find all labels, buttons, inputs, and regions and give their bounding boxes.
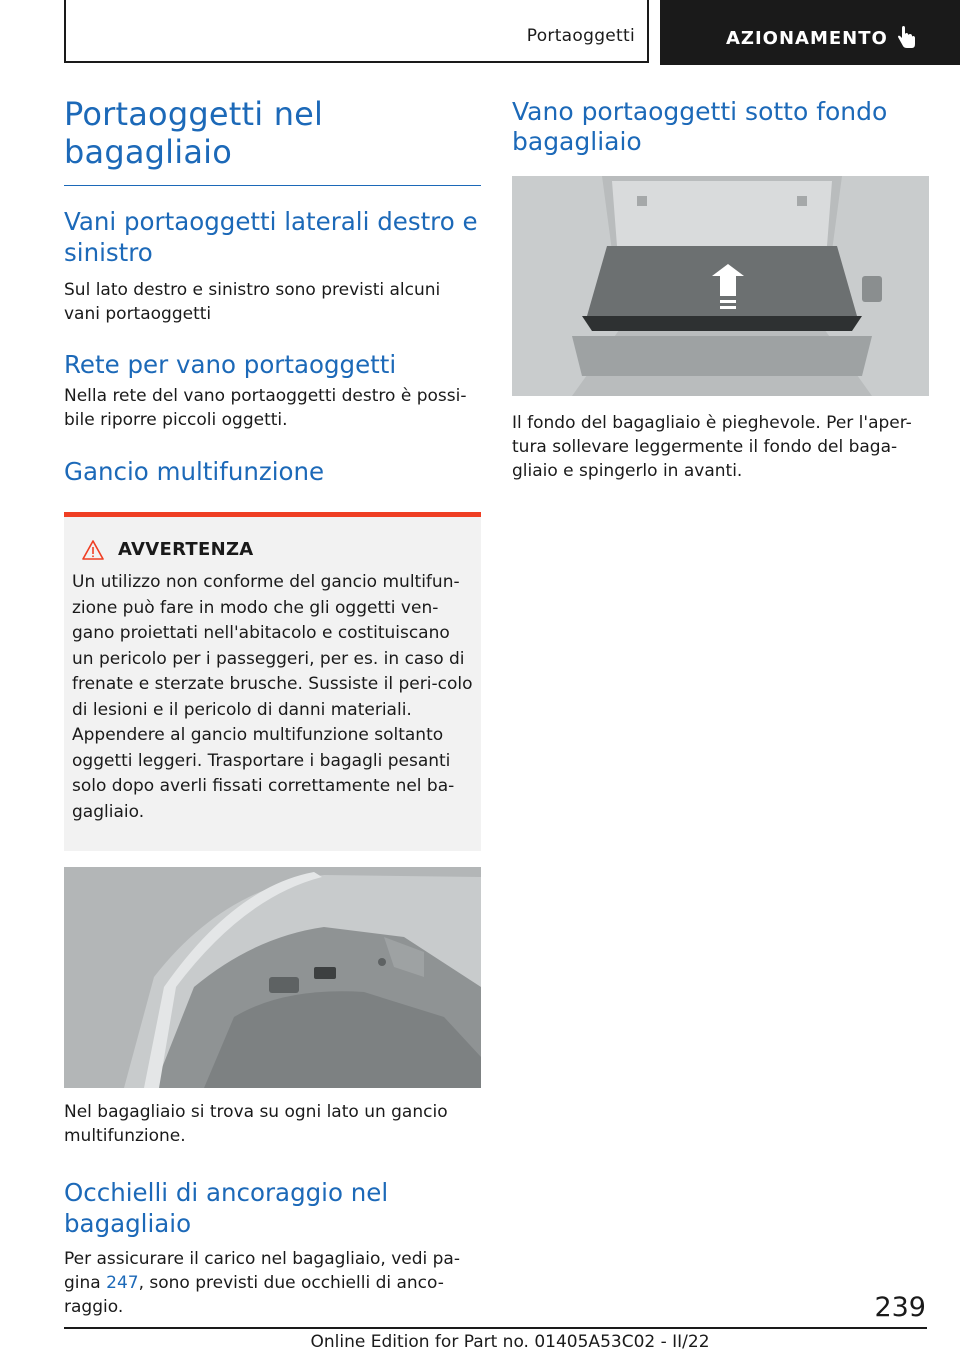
page-link[interactable]: 247	[106, 1273, 139, 1293]
heading-underfloor-storage: Vano portaoggetti sotto fondo bagagliaio	[512, 97, 888, 156]
heading-multifunction-hook: Gancio multifunzione	[64, 457, 325, 486]
header-section-box	[64, 0, 649, 63]
text-trunk-floor: Il fondo del bagagliaio è pieghevole. Per l'aper-tura sollevare leggermente il fondo del baga-gliaio e spingerlo in avanti.	[512, 413, 912, 481]
text-side-compartments: Sul lato destro e sinistro sono previsti alcuni vani portaoggetti	[64, 280, 441, 324]
heading-tie-down-rings: Occhielli di ancoraggio nel bagagliaio	[64, 1178, 389, 1238]
heading-storage-net: Rete per vano portaoggetti	[64, 350, 397, 379]
hand-pointer-icon	[896, 26, 918, 50]
chapter-title: AZIONAMENTO	[726, 28, 888, 49]
multifunction-hook-photo	[64, 867, 481, 1088]
section-title: Portaoggetti	[526, 26, 635, 46]
heading-side-compartments: Vani portaoggetti laterali destro e sinistro	[64, 207, 478, 267]
edition-info: Online Edition for Part no. 01405A53C02 - II/22	[310, 1332, 710, 1352]
text-tie-down-post: , sono previsti due occhielli di anco-raggio.	[64, 1273, 444, 1317]
text-storage-net: Nella rete del vano portaoggetti destro è possi-bile riporre piccoli oggetti.	[64, 386, 467, 430]
footer-divider	[64, 1327, 927, 1329]
page-number: 239	[874, 1292, 926, 1323]
text-hook-caption: Nel bagagliaio si trova su ogni lato un gancio multifunzione.	[64, 1102, 448, 1146]
text-tie-down-pre: Per assicurare il carico nel bagagliaio, vedi pa-gina	[64, 1249, 460, 1293]
warning-box	[64, 512, 481, 851]
left-column	[64, 95, 481, 1319]
chapter-tab	[660, 0, 960, 65]
warning-text: Un utilizzo non conforme del gancio multifun-zione può fare in modo che gli oggetti ven-gano proiettati nell'abitacolo e costituiscano un pericolo per i passeggeri, per es. in caso di frenate e sterzate brusche. Sussiste il peri-colo di lesioni e il pericolo di danni materiali. Appendere al gancio multifunzione soltanto oggetti leggeri. Trasportare i bagagli pesanti solo dopo averli fissati correttamente nel ba-gagliaio.	[72, 572, 473, 822]
warning-header	[82, 539, 473, 560]
warning-triangle-icon	[82, 540, 104, 560]
warning-title: AVVERTENZA	[118, 539, 254, 560]
page-title: Portaoggetti nel bagagliaio	[64, 95, 481, 186]
trunk-floor-photo	[512, 176, 929, 396]
right-column	[512, 97, 929, 483]
text-tie-down-rings	[64, 1247, 481, 1319]
